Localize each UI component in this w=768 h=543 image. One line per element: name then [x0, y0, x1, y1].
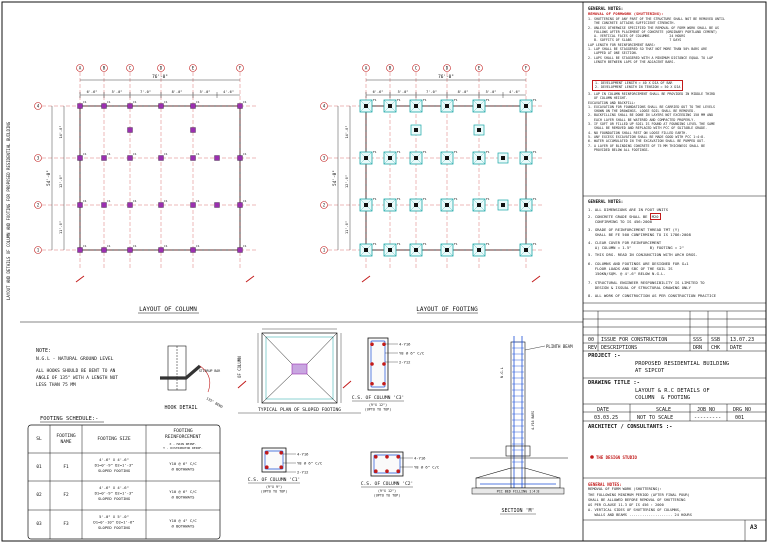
footing-column: [364, 156, 368, 160]
of-column-label: OF COLUMN: [237, 356, 242, 378]
firm-logo-icon: [590, 455, 594, 459]
column-mark: [128, 128, 133, 133]
rev-hdr-chk: CHK: [711, 345, 721, 351]
footing-tag: F1: [423, 150, 427, 154]
section-arrow: [76, 276, 84, 282]
footing-column: [445, 156, 449, 160]
footing-tag: F1: [533, 197, 537, 201]
side-note: LAYOUT AND DETAILS OF COLUMN AND FOOTING FOR PROPOSED RESIDENTIAL BUILDING: [6, 121, 11, 300]
column-tag: C1: [133, 152, 137, 156]
dim-text: 12'-0": [59, 175, 63, 188]
grid-letter: E: [191, 65, 195, 71]
hdr-job: JOB NO: [697, 407, 716, 413]
footing-column: [414, 156, 418, 160]
dim-text: 14'-0": [59, 125, 63, 139]
section-arrow: [343, 381, 351, 388]
cs-label: 4-Y16: [399, 341, 411, 347]
gn3-subtitle: REMOVAL OF FORM WORK (SHUTTERING):: [588, 487, 662, 491]
gn2-line6: 6. COLUMNS AND FOOTINGS ARE DESIGNED FOR G+1 FLOOR LOADS AND SBC OF THE SOIL IS 150KN/SQM. @ 4'-6" BELOW N.G.L.: [588, 261, 689, 276]
schedule-header-sub: X - MAIN REINF.: [169, 442, 197, 446]
project-value: PROPOSED RESIDENTIAL BUILDING AT SIPCOT: [635, 361, 730, 374]
footing-column: [445, 248, 449, 252]
grid-letter: A: [78, 65, 82, 71]
cs-label: Y8 @ 6" C/C: [414, 464, 440, 470]
footing-tag: F1: [486, 242, 490, 246]
column-tag: C1: [83, 199, 87, 203]
schedule-reinf: Y10 @ 4" C/C: [169, 518, 197, 523]
hook-angle-label: 135° BEND: [205, 396, 224, 410]
column-mark: [238, 156, 243, 161]
vertical-bar-label: 4-Y16 BARS: [531, 410, 535, 430]
footing-column: [477, 203, 481, 207]
footing-column: [477, 128, 481, 132]
grid-letter: A: [364, 65, 368, 71]
cs-sub: (9"X 12"): [377, 489, 397, 493]
plinth-beam: [506, 446, 530, 456]
val-drg: 001: [735, 415, 745, 421]
column-mark: [238, 203, 243, 208]
dim-text: 8'-0": [457, 90, 469, 94]
note-line1: N.G.L - NATURAL GROUND LEVEL: [36, 357, 114, 362]
footing-column: [414, 203, 418, 207]
footing-column: [388, 248, 392, 252]
gn3-body: THE FOLLOWING MINIMUM PERIOD (AFTER FINAL POUR) SHALL BE ALLOWED BEFORE REMOVAL OF SHUTTERING AS PER CLAUSE 11.3 OF IS 456 : 2000 A. VERTICAL SIDES OF SHUTTERING OF COLUMNS, WALLS AND BEAMS .................... 24 HOURS: [588, 493, 692, 517]
footing-tag: F1: [533, 150, 537, 154]
grid-letter: D: [159, 65, 163, 71]
schedule-sl: 03: [36, 522, 42, 527]
schedule-size: 4'-6" X 4'-6": [99, 457, 129, 462]
rev-hdr-rev: REV: [588, 345, 598, 351]
val-date: 03.03.25: [594, 415, 619, 421]
gn2-line4: 4. CLEAR COVER FOR REINFORCEMENT A) COLUMN = 1.5" B) FOOTING = 2": [588, 240, 685, 250]
column-tag: C1: [196, 100, 200, 104]
dim-total: 54'-0": [47, 170, 52, 186]
grid-number: 1: [36, 247, 40, 253]
footing-tag: F1: [486, 197, 490, 201]
cs-sub: (9"X 12"): [368, 403, 388, 407]
cs-sub: (UPTO TO TOP): [364, 407, 392, 412]
cs-label: 2-Y12: [399, 359, 411, 365]
typical-plan-title: TYPICAL PLAN OF SLOPED FOOTING: [258, 408, 341, 413]
schedule-sl: 02: [36, 493, 42, 498]
footing-column: [388, 156, 392, 160]
footing-column: [388, 104, 392, 108]
cs-bar: [370, 342, 374, 346]
dim-text: 11'-0": [59, 221, 63, 234]
footing-tag: F1: [533, 242, 537, 246]
column-tag: C1: [107, 244, 111, 248]
note-body: [36, 368, 118, 388]
cs-bar: [374, 469, 378, 473]
grid-letter: B: [102, 65, 106, 71]
column-mark: [78, 203, 83, 208]
schedule-reinf: @ BOTHWAYS: [171, 494, 195, 500]
dim-text: 8'-0": [171, 90, 183, 94]
cs-title: C.S. OF COLUMN 'C3': [351, 396, 405, 401]
gn3-title: GENERAL NOTES:: [588, 482, 622, 487]
footing-tag: F1: [373, 98, 377, 102]
dim-total: 54'-0": [333, 170, 338, 186]
gn2-title: GENERAL NOTES:: [588, 199, 624, 204]
hdr-drg: DRG NO: [733, 407, 752, 413]
column-tag: C1: [133, 244, 137, 248]
cs-bar: [396, 455, 400, 459]
dim-text: 12'-0": [345, 175, 349, 188]
column-section-c1: [248, 448, 322, 493]
footing-column: [524, 248, 528, 252]
column-tag: C1: [243, 244, 247, 248]
column-tag: C1: [164, 199, 168, 203]
cs-label: Y8 @ 6" C/C: [399, 350, 425, 356]
column-mark: [128, 248, 133, 253]
dim-total: 76'-0": [152, 75, 168, 80]
column-mark: [102, 248, 107, 253]
schedule-size: D1=0'-10" D2=1'-6": [93, 519, 135, 525]
footing-tag: F1: [454, 197, 458, 201]
footing-tag: F1: [486, 98, 490, 102]
gn2-concrete-grade: M20: [651, 214, 659, 219]
footing-tag: F1: [373, 197, 377, 201]
column-mark: [102, 156, 107, 161]
cs-sub: (UPTO TO TOP): [373, 493, 401, 498]
rev-desc: ISSUE FOR CONSTRUCTION: [601, 337, 668, 343]
column-mark: [78, 156, 83, 161]
gn1-body: 1. SHUTTERING OF ANY PART OF THE STRUCTURE SHALL NOT BE REMOVED UNTIL THE CONCRETE ATTAINS SUFFICIENT STRENGTH. 2. UNLESS OTHERWISE SPECIFIED THE REMOVAL OF FORM WORK SHALL BE AS FOLLOWS AFTER PLACEMENT OF CONCRETE (ORDINARY PORTLAND CEMENT) A. VERTICAL FACES OF COLUMNS 24 HOURS B. SOFFITS OF SLABS 7 DAYS LAP LENGTH FOR REINFORCEMENT BARS: 1. LAP SHALL BE STAGGERED SO THAT NOT MORE THAN 50% BARS ARE LAPPED AT ONE SECTION. 2. LAPS SHALL BE STAGGERED WITH A MINIMUM DISTANCE EQUAL TO LAP LENGTH BETWEEN LAPS OF THE ADJACENT BARS.: [588, 17, 725, 64]
gn2-line7: 7. STRUCTURAL ENGINEER RESPONSIBILITY IS LIMITED TO DESIGN & ISSUAL OF STRUCTURAL DRAWING ONLY: [588, 280, 705, 290]
gn2-line3b: SHALL BE FE 500 CONFIRMING TO IS 1786:2008: [588, 232, 691, 237]
cs-bar: [385, 455, 389, 459]
column-mark: [128, 104, 133, 109]
footing-layout-title: LAYOUT OF FOOTING: [416, 306, 478, 313]
schedule-size: D1=0'-9" D2=1'-3": [94, 490, 134, 496]
footing-tag: F1: [533, 98, 537, 102]
footing-tag: F1: [454, 150, 458, 154]
column-tag: C1: [196, 244, 200, 248]
footing-column: [524, 156, 528, 160]
hook-stirrup-label: STIRRUP BAR: [199, 369, 221, 373]
grid-number: 1: [322, 247, 326, 253]
plinth-beam-label: PLINTH BEAM: [546, 344, 573, 349]
cs-bar: [370, 382, 374, 386]
column-tag: C1: [133, 100, 137, 104]
pcc-label: PCC BED FILLING 1:4:8: [496, 489, 540, 494]
grid-letter: D: [445, 65, 449, 71]
footing-tag: F1: [423, 197, 427, 201]
column-mark: [238, 248, 243, 253]
schedule-name: F2: [63, 493, 69, 498]
column-layout-title: LAYOUT OF COLUMN: [139, 306, 197, 313]
cs-label: Y8 @ 6" C/C: [297, 460, 323, 466]
cs-bar: [385, 469, 389, 473]
cs-bar: [279, 465, 283, 469]
gn2-line2c: CONFIRMING TO IS 456:2000: [588, 219, 653, 224]
gn2-line3: 3. GRADE OF REINFORCEMENT THREAD TMT (Y): [588, 227, 680, 232]
column-tag: C1: [164, 100, 168, 104]
dim-text: 6'-6": [86, 90, 98, 94]
dim-text: 5'-0": [397, 90, 409, 94]
grid-letter: F: [238, 65, 242, 71]
column-mark: [191, 128, 196, 133]
schedule-size: 4'-6" X 4'-6": [99, 485, 129, 490]
column-tag: C1: [164, 152, 168, 156]
schedule-size: SLOPED FOOTING: [97, 495, 131, 501]
rev-hdr-drn: DRN: [693, 345, 703, 351]
cs-bar: [374, 455, 378, 459]
column-mark: [128, 156, 133, 161]
grid-number: 2: [36, 202, 40, 208]
dim-text: 4'-6": [223, 90, 234, 94]
rev-no: 00: [588, 337, 595, 343]
section-m: [470, 336, 573, 514]
column-mark: [215, 203, 220, 208]
column-mark: [102, 203, 107, 208]
footing-tag: F1: [486, 150, 490, 154]
rev-date: 13.07.23: [730, 337, 755, 343]
schedule-name: F3: [63, 522, 69, 527]
grid-letter: C: [128, 65, 132, 71]
gn1-title: GENERAL NOTES:: [588, 6, 624, 11]
column-mark: [191, 156, 196, 161]
hdr-date: DATE: [597, 407, 610, 413]
section-arrow: [532, 276, 540, 282]
firm-name: THE DESIGN STUDIO: [596, 455, 637, 460]
grid-number: 4: [36, 103, 40, 109]
hook-bar: [160, 366, 200, 378]
schedule-size: SLOPED FOOTING: [97, 524, 131, 530]
column-mark: [159, 104, 164, 109]
dim-text: 5'-0": [111, 90, 123, 94]
dim-text: 5'-0": [485, 90, 497, 94]
column-tag: C1: [107, 100, 111, 104]
dim-text: 6'-6": [372, 90, 384, 94]
dim-total: 76'-0": [438, 75, 454, 80]
footing-column: [364, 104, 368, 108]
column-mark: [128, 203, 133, 208]
hook-title: HOOK DETAIL: [164, 405, 198, 411]
gn1-subtitle: REMOVAL OF FORMWORK (SHUTTERING):: [588, 11, 664, 16]
footing-column: [445, 203, 449, 207]
schedule-header: NAME: [60, 440, 72, 445]
gn2-line2-text: 2. CONCRETE GRADE SHALL BE: [588, 214, 650, 219]
footing-tag: F1: [373, 242, 377, 246]
footing-tag: F1: [397, 98, 401, 102]
schedule-sl: 01: [36, 465, 42, 470]
rev-by: SSS: [693, 337, 703, 343]
column-mark: [159, 248, 164, 253]
column-tag: C1: [243, 152, 247, 156]
footing-tag: F1: [397, 242, 401, 246]
dim-text: 5'-0": [199, 90, 211, 94]
column-tag: C1: [196, 199, 200, 203]
note-line: LESS THAN 75 MM: [36, 383, 76, 388]
column-mark: [191, 104, 196, 109]
column-tag: C1: [107, 152, 111, 156]
column-tag: C1: [164, 244, 168, 248]
schedule-size: 5'-0" X 5'-0": [99, 514, 129, 519]
schedule-name: F1: [63, 465, 69, 470]
project-label: PROJECT :-: [588, 353, 621, 359]
schedule-title: FOOTING SCHEDULE:-: [40, 416, 99, 422]
sheet-size: A3: [750, 524, 758, 531]
schedule-header: FOOTING SIZE: [97, 437, 131, 442]
footing-column: [477, 104, 481, 108]
hdr-scale: SCALE: [656, 407, 672, 413]
grid-number: 4: [322, 103, 326, 109]
footing-tag: F1: [397, 197, 401, 201]
cs-bar: [382, 342, 386, 346]
rev-hdr-desc: DESCRIPTIONS: [601, 345, 638, 351]
column-section-c3: [352, 338, 424, 411]
drawing-title-value: LAYOUT & R.C DETAILS OF COLUMN & FOOTING: [635, 388, 710, 401]
cs-bar: [279, 451, 283, 455]
grid-letter: B: [388, 65, 392, 71]
dim-text: 7'-0": [426, 90, 437, 94]
footing-column: [414, 248, 418, 252]
cs-bar: [396, 469, 400, 473]
dim-text: 11'-0": [345, 221, 349, 234]
cs-label: 4-Y16: [297, 451, 309, 457]
note-line: ALL HOOKS SHOULD BE BENT TO AN: [36, 369, 116, 374]
schedule-header: FOOTING: [173, 429, 193, 434]
footing-column: [364, 248, 368, 252]
section-arrow: [246, 276, 254, 282]
cs-bar: [265, 451, 269, 455]
column-tag: C1: [243, 199, 247, 203]
cs-bar: [265, 465, 269, 469]
schedule-header: REINFORCEMENT: [165, 435, 201, 440]
dim-text: 4'-6": [509, 90, 520, 94]
gn2-line1: 1. ALL DIMENSIONS ARE IN FOOT UNITS: [588, 207, 669, 212]
footing-column: [388, 203, 392, 207]
schedule-reinf: Y10 @ 6" C/C: [169, 461, 197, 466]
hook-detail: [160, 346, 223, 411]
schedule-reinf: @ BOTHWAYS: [171, 466, 195, 472]
schedule-size: SLOPED FOOTING: [97, 467, 131, 473]
footing-column: [364, 203, 368, 207]
column-tag: C1: [133, 199, 137, 203]
column-mark: [191, 248, 196, 253]
schedule-header-sub: Y - DISTRIBUTOR REINF.: [163, 446, 203, 450]
cs-bar: [382, 382, 386, 386]
grid-letter: E: [477, 65, 481, 71]
column-section-c2: [361, 452, 439, 497]
grid-number: 3: [322, 155, 326, 161]
gn2-line8: 8. ALL WORK OF CONSTRUCTION AS PER CONSTRUCTION PRACTICE: [588, 293, 717, 298]
column-mark: [159, 203, 164, 208]
footing-tag: F1: [454, 98, 458, 102]
column-mark: [78, 104, 83, 109]
column-tag: C1: [243, 100, 247, 104]
column-mark: [191, 203, 196, 208]
cs-sub: (UPTO TO TOP): [260, 489, 288, 494]
cs-title: C.S. OF COLUMN 'C2': [360, 482, 414, 487]
grid-number: 3: [36, 155, 40, 161]
gn2-line5: 5. THIS DRG. READ IN CONJUNCTION WITH ARCH DRGS.: [588, 252, 698, 257]
footing-column: [445, 104, 449, 108]
footing-tag: F1: [373, 150, 377, 154]
ngl-label: N.G.L: [500, 367, 504, 378]
column-tag: C1: [83, 100, 87, 104]
rev-chk: SSB: [711, 337, 721, 343]
footing-layout-plan: [321, 65, 545, 283]
footing-column: [524, 104, 528, 108]
typical-footing-plan: [237, 329, 361, 413]
column-tag: C1: [83, 152, 87, 156]
rev-hdr-date: DATE: [730, 345, 743, 351]
schedule-size: D1=0'-9" D2=1'-3": [94, 462, 134, 468]
footing-column: [501, 203, 505, 207]
cs-title: C.S. OF COLUMN 'C1': [247, 478, 301, 483]
footing-tag: F1: [397, 150, 401, 154]
footing-tag: F1: [454, 242, 458, 246]
cs-bar: [370, 362, 374, 366]
note-title: NOTE:: [36, 348, 52, 354]
footing-column: [477, 248, 481, 252]
footing-column-block: [292, 364, 307, 374]
gn1-highlight: 1. DEVELOPMENT LENGTH = 40 X DIA OF BAR 2. DEVELOPMENT LENGTH IN TENSION = 50 X DIA: [592, 80, 683, 91]
footing-column: [414, 104, 418, 108]
schedule-reinf: Y10 @ 6" C/C: [169, 489, 197, 494]
column-tag: C1: [196, 152, 200, 156]
schedule-reinf: @ BOTHWAYS: [171, 523, 195, 529]
section-m-title: SECTION 'M': [501, 508, 535, 514]
grid-letter: C: [414, 65, 418, 71]
column-tag: C1: [107, 199, 111, 203]
column-mark: [215, 156, 220, 161]
grid-letter: F: [524, 65, 528, 71]
schedule-header: FOOTING: [56, 434, 76, 439]
dim-text: 14'-0": [345, 125, 349, 139]
section-arrow: [362, 276, 370, 282]
grid-number: 2: [322, 202, 326, 208]
drawing-title-label: DRAWING TITLE :-: [588, 380, 640, 386]
val-job: ---------: [694, 415, 722, 421]
cs-sub: (9"X 9"): [265, 485, 283, 489]
column-mark: [159, 156, 164, 161]
footing-schedule-table: [28, 425, 220, 539]
footing-column: [414, 128, 418, 132]
column-mark: [238, 104, 243, 109]
cs-label: 4-Y16: [414, 455, 426, 461]
schedule-header: SL: [36, 437, 42, 442]
dim-text: 7'-0": [140, 90, 151, 94]
footing-column: [477, 156, 481, 160]
val-scale: NOT TO SCALE: [637, 415, 674, 421]
column-mark: [78, 248, 83, 253]
section-arrow: [238, 381, 246, 388]
footing-column: [501, 156, 505, 160]
gn1-body2: 3. LAP IN COLUMN REINFORCEMENT SHALL BE PROVIDED IN MIDDLE THIRD OF COLUMN HEIGHT. EXCAVATION AND BACKFILL: 1. EXCAVATION FOR FOUNDATIONS SHALL BE CARRIED OUT TO THE LEVELS SHOWN ON THE DRAWINGS. LOOSE SOIL SHALL BE REMOVED. 2. BACKFILLING SHALL BE DONE IN LAYERS NOT EXCEEDING 150 MM AND EACH LAYER SHALL BE WATERED AND COMPACTED PROPERLY. 3. IF SOFT OR FILLED UP SOIL IS FOUND AT FOUNDING LEVEL THE SAME SHALL BE REMOVED AND REPLACED WITH PCC OF SUITABLE GRADE. 4. NO FOUNDATION SHALL REST ON LOOSE FILLED EARTH. 5. ANY EXCESS EXCAVATION SHALL BE MADE GOOD WITH PCC 1:4:8. 6. WATER ACCUMULATED IN THE EXCAVATION SHALL BE PUMPED OUT. 7. A LAYER OF BLINDING CONCRETE OF 75 MM THICKNESS SHALL BE PROVIDED BELOW ALL FOOTINGS.: [588, 92, 716, 152]
column-mark: [102, 104, 107, 109]
footing-column: [524, 203, 528, 207]
column-layout-plan: [35, 65, 259, 283]
cs-bar: [382, 362, 386, 366]
cs-label: 2-Y12: [297, 469, 309, 475]
footing-tag: F1: [423, 242, 427, 246]
note-line: ANGLE OF 135° WITH A LENGTH NOT: [36, 376, 118, 381]
footing-tag: F1: [423, 98, 427, 102]
architect-label: ARCHITECT / CONSULTANTS :-: [588, 424, 673, 430]
column-tag: C1: [83, 244, 87, 248]
